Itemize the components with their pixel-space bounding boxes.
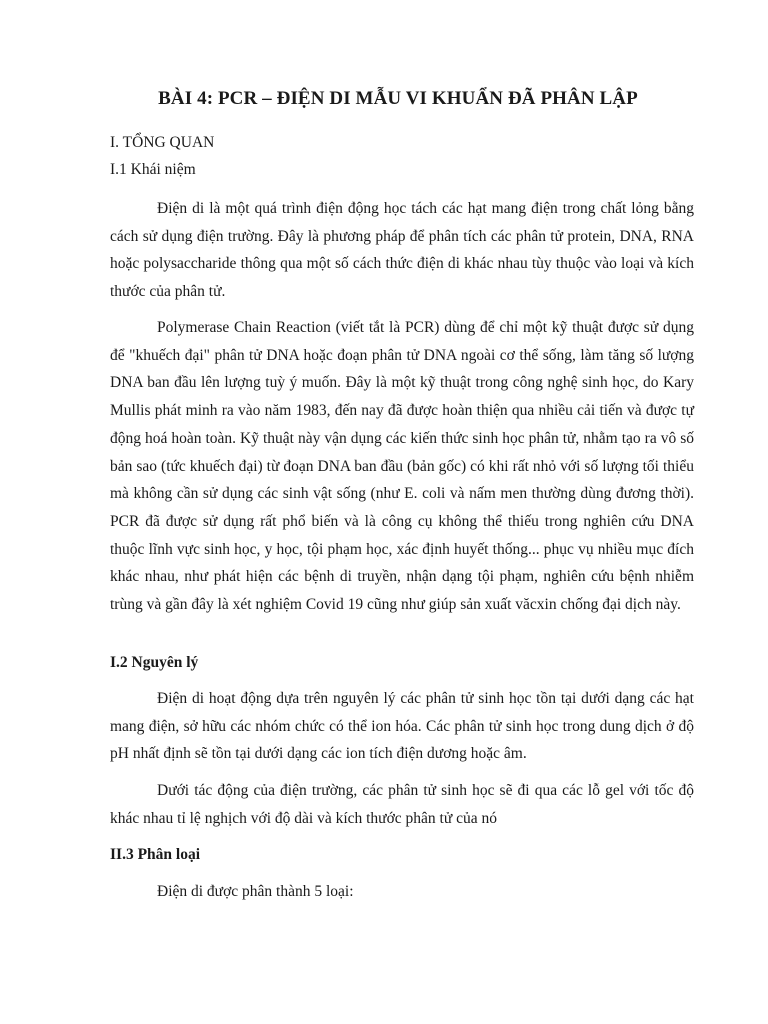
paragraph-electric-field: Dưới tác động của điện trường, các phân tử sinh học sẽ đi qua các lỗ gel với tốc độ khác nhau tỉ lệ nghịch với độ dài và kích thước phân tử của nó	[110, 782, 694, 827]
paragraph-principle: Điện di hoạt động dựa trên nguyên lý các phân tử sinh học tồn tại dưới dạng các hạt mang điện, sở hữu các nhóm chức có thể ion hóa. Các phân tử sinh học trong dung dịch ở độ pH nhất định sẽ tồn tại dưới dạng các ion tích điện dương hoặc âm.	[110, 690, 694, 763]
section-heading-overview: I. TỔNG QUAN	[110, 134, 215, 151]
paragraph-pcr-description: Polymerase Chain Reaction (viết tắt là PCR) dùng để chỉ một kỹ thuật được sử dụng để "khuếch đại" phân tử DNA hoặc đoạn phân tử DNA ngoài cơ thể sống, làm tăng số lượng DNA ban đầu lên lượng tuỳ ý muốn. Đây là một kỹ thuật trong công nghệ sinh học, do Kary Mullis phát minh ra vào năm 1983, đến nay đã được hoàn thiện qua nhiều cải tiến và được tự động hoá hoàn toàn. Kỹ thuật này vận dụng các kiến thức sinh học phân tử, nhằm tạo ra vô số bản sao (tức khuếch đại) từ đoạn DNA ban đầu (bản gốc) có khi rất nhỏ với số lượng tối thiểu mà không cần sử dụng các sinh vật sống (như E. coli và nấm men thường dùng đương thời). PCR đã được sử dụng rất phổ biến và là công cụ không thể thiếu trong nghiên cứu DNA thuộc lĩnh vực sinh học, y học, tội phạm học, xác định huyết thống... phục vụ nhiều mục đích khác nhau, như phát hiện các bệnh di truyền, nhận dạng tội phạm, nghiên cứu bệnh nhiễm trùng và gần đây là xét nghiệm Covid 19 cũng như giúp sản xuất văcxin chống đại dịch này.	[110, 319, 694, 614]
paragraph-electrophoresis-definition: Điện di là một quá trình điện động học tách các hạt mang điện trong chất lỏng bằng cách sử dụng điện trường. Đây là phương pháp để phân tích các phân tử protein, DNA, RNA hoặc polysaccharide thông qua một số cách thức điện di khác nhau tùy thuộc vào loại và kích thước của phân tử.	[110, 200, 694, 301]
subsection-heading-classification: II.3 Phân loại	[110, 846, 201, 863]
subsection-heading-principle: I.2 Nguyên lý	[110, 654, 199, 671]
paragraph-classification-intro: Điện di được phân thành 5 loại:	[157, 883, 354, 900]
subsection-heading-concept: I.1 Khái niệm	[110, 161, 196, 178]
document-title: BÀI 4: PCR – ĐIỆN DI MẪU VI KHUẨN ĐÃ PHÂN LẬP	[158, 88, 638, 109]
